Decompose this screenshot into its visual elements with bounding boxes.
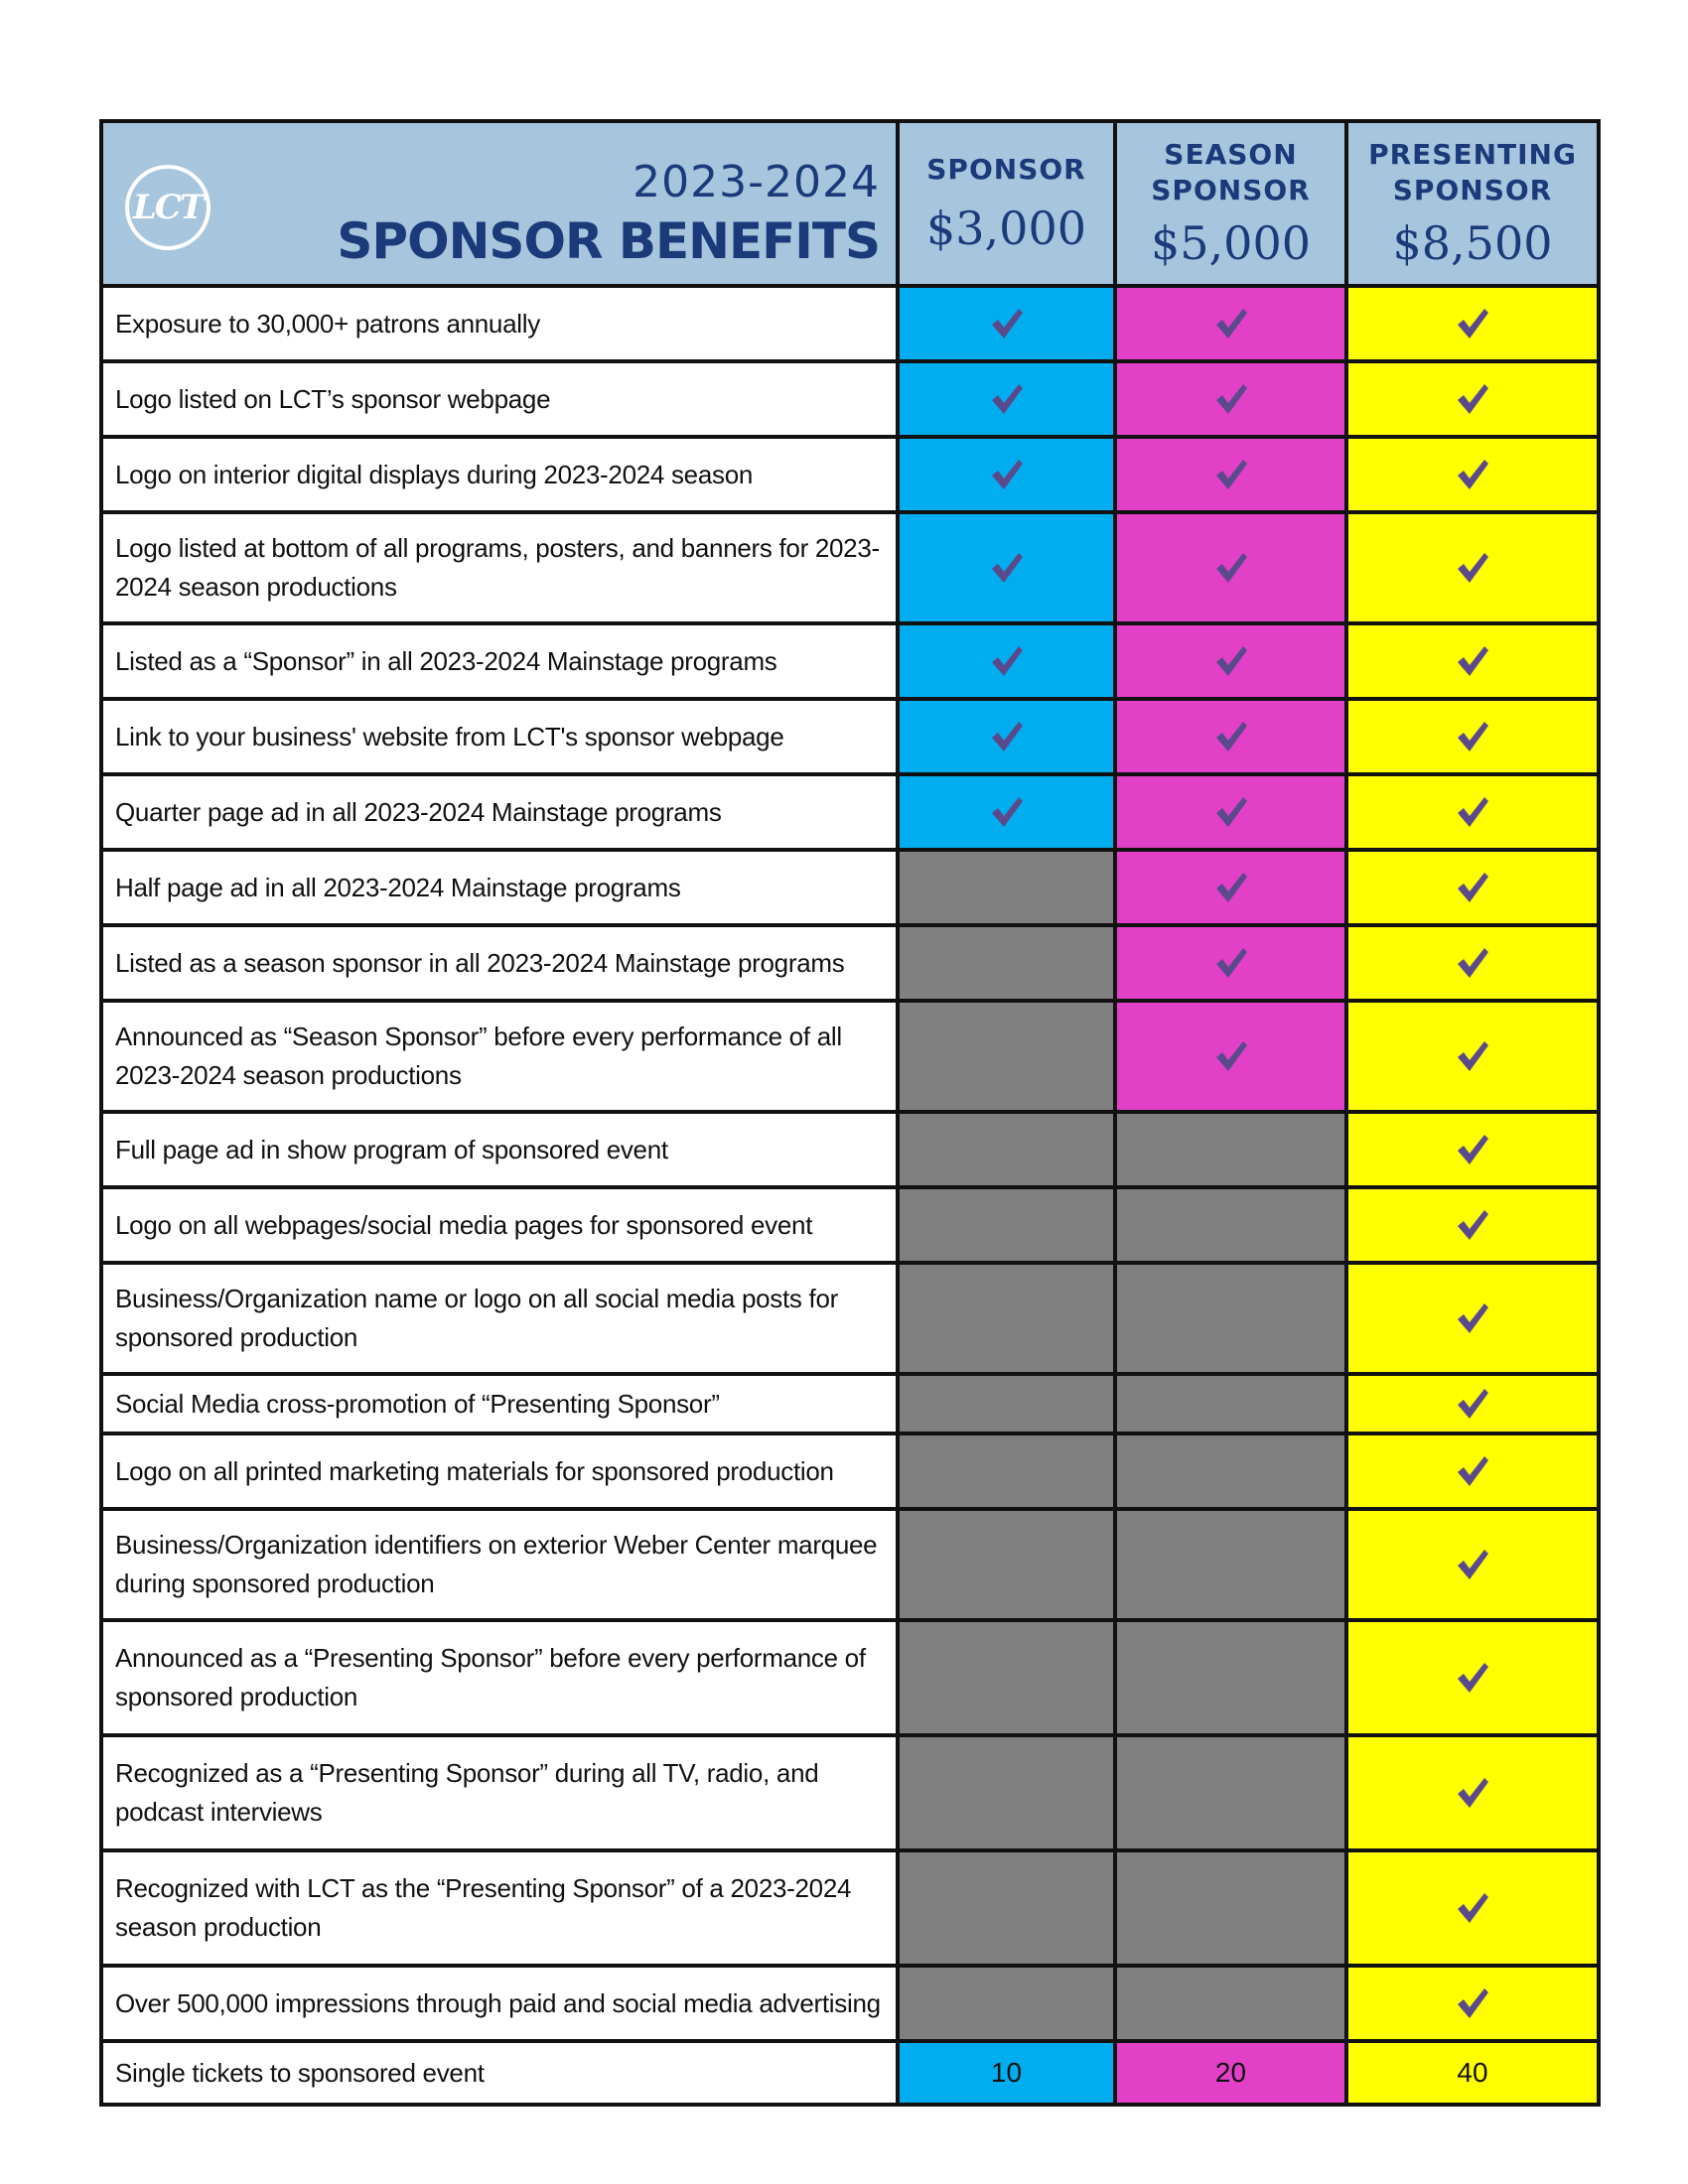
benefit-cell-season-sponsor-included — [1117, 701, 1344, 772]
tier-header-season-sponsor — [1117, 123, 1344, 284]
benefit-label-cell — [103, 927, 896, 999]
check-mark-icon — [1454, 306, 1491, 341]
benefit-cell-presenting-sponsor-included — [1348, 625, 1597, 697]
benefit-label: Link to your business' website from LCT's sponsor webpage — [115, 721, 784, 751]
check-mark-icon — [1212, 457, 1250, 492]
benefit-cell-sponsor-not-included — [900, 852, 1113, 923]
check-mark-icon — [988, 550, 1026, 586]
benefit-cell-sponsor-included — [900, 514, 1113, 621]
check-mark-icon — [988, 306, 1026, 341]
benefit-cell-sponsor-not-included — [900, 1737, 1113, 1848]
benefit-cell-season-sponsor-included — [1117, 363, 1344, 435]
benefit-cell-season-sponsor-not-included — [1117, 1511, 1344, 1618]
benefit-cell-presenting-sponsor-included — [1348, 1189, 1597, 1261]
benefit-label-cell — [103, 514, 896, 621]
header-year: 2023-2024 — [633, 157, 880, 207]
benefit-label: Quarter page ad in all 2023-2024 Mainstage programs — [115, 796, 722, 827]
benefit-label-cell — [103, 363, 896, 435]
benefit-cell-presenting-sponsor-included — [1348, 363, 1597, 435]
tickets-count: 20 — [1214, 2057, 1247, 2088]
benefit-label-cell — [103, 1622, 896, 1733]
check-mark-icon — [1212, 1038, 1250, 1074]
check-mark-icon — [988, 643, 1026, 679]
check-mark-icon — [1212, 794, 1250, 830]
benefit-cell-season-sponsor-included — [1117, 288, 1344, 359]
benefit-cell-sponsor-included — [900, 439, 1113, 510]
benefit-label-cell — [103, 439, 896, 510]
benefit-cell-presenting-sponsor-included — [1348, 439, 1597, 510]
sponsor-benefits-table — [99, 119, 1601, 2107]
benefit-cell-season-sponsor-included — [1117, 439, 1344, 510]
check-mark-icon — [1454, 1386, 1491, 1422]
benefit-cell-presenting-sponsor-included — [1348, 1622, 1597, 1733]
benefit-cell-sponsor-not-included — [900, 1435, 1113, 1507]
tier-name: SPONSOR — [926, 153, 1086, 186]
benefit-label: Logo on all printed marketing materials for sponsored production — [115, 1455, 834, 1486]
lct-logo: LCT — [125, 165, 211, 250]
benefit-label: Listed as a season sponsor in all 2023-2024 Mainstage programs — [115, 947, 845, 978]
benefit-cell-presenting-sponsor-included — [1348, 1968, 1597, 2039]
check-mark-icon — [1454, 550, 1491, 586]
check-mark-icon — [1454, 945, 1491, 981]
benefit-cell-presenting-sponsor-included — [1348, 927, 1597, 999]
benefit-label: Logo listed at bottom of all programs, posters, and banners for 2023-2024 season productions — [115, 533, 880, 602]
check-mark-icon — [1454, 1207, 1491, 1243]
benefit-label: Logo on all webpages/social media pages for sponsored event — [115, 1209, 813, 1240]
check-mark-icon — [1454, 1660, 1491, 1696]
benefit-label-cell — [103, 701, 896, 772]
tier-name: PRESENTING SPONSOR — [1368, 138, 1577, 206]
benefit-label-cell — [103, 1114, 896, 1185]
benefit-label: Announced as a “Presenting Sponsor” before every performance of sponsored production — [115, 1643, 866, 1711]
benefit-cell-sponsor-not-included — [900, 1003, 1113, 1110]
benefit-cell-season-sponsor-not-included — [1117, 1265, 1344, 1372]
header-title: SPONSOR BENEFITS — [337, 212, 880, 270]
benefit-cell-presenting-sponsor-included — [1348, 1003, 1597, 1110]
benefit-cell-season-sponsor-included — [1117, 1003, 1344, 1110]
tier-price: $8,500 — [1392, 216, 1553, 270]
check-mark-icon — [1212, 550, 1250, 586]
benefit-label: Social Media cross-promotion of “Presenting Sponsor” — [115, 1388, 720, 1419]
check-mark-icon — [1454, 1300, 1491, 1336]
benefit-cell-sponsor-not-included — [900, 1511, 1113, 1618]
benefit-cell-presenting-sponsor-included — [1348, 1376, 1597, 1432]
benefit-label-cell — [103, 1737, 896, 1848]
benefit-cell-season-sponsor-included — [1117, 776, 1344, 848]
check-mark-icon — [988, 381, 1026, 417]
benefit-cell-presenting-sponsor-included — [1348, 701, 1597, 772]
benefit-label-cell — [103, 625, 896, 697]
benefit-cell-sponsor-not-included — [900, 1968, 1113, 2039]
benefit-cell-season-sponsor-not-included — [1117, 1737, 1344, 1848]
check-mark-icon — [1212, 719, 1250, 754]
benefit-cell-season-sponsor-included — [1117, 514, 1344, 621]
benefit-cell-sponsor-not-included — [900, 1622, 1113, 1733]
table-header-title-cell — [103, 123, 896, 284]
benefit-label-cell — [103, 1189, 896, 1261]
tickets-count: 40 — [1457, 2057, 1488, 2088]
tier-name: SEASON SPONSOR — [1151, 138, 1311, 206]
benefit-label-cell — [103, 776, 896, 848]
benefit-cell-sponsor-included — [900, 701, 1113, 772]
benefit-cell-season-sponsor-not-included — [1117, 1852, 1344, 1964]
check-mark-icon — [1212, 945, 1250, 981]
benefit-label: Full page ad in show program of sponsored event — [115, 1134, 668, 1164]
benefit-label: Exposure to 30,000+ patrons annually — [115, 308, 540, 339]
benefit-cell-sponsor-not-included — [900, 1376, 1113, 1432]
benefit-label: Logo listed on LCT’s sponsor webpage — [115, 383, 551, 414]
benefit-cell-season-sponsor-not-included — [1117, 1622, 1344, 1733]
benefit-label-cell — [103, 1003, 896, 1110]
check-mark-icon — [1212, 381, 1250, 417]
benefit-label-cell — [103, 288, 896, 359]
check-mark-icon — [1212, 870, 1250, 905]
tickets-count-sponsor — [900, 2043, 1113, 2103]
benefit-label: Listed as a “Sponsor” in all 2023-2024 Mainstage programs — [115, 645, 777, 676]
benefit-label-cell — [103, 1265, 896, 1372]
benefit-label-cell — [103, 1511, 896, 1618]
check-mark-icon — [1212, 306, 1250, 341]
benefit-cell-presenting-sponsor-included — [1348, 1114, 1597, 1185]
benefit-cell-sponsor-not-included — [900, 927, 1113, 999]
benefit-cell-presenting-sponsor-included — [1348, 1852, 1597, 1964]
benefit-cell-sponsor-included — [900, 776, 1113, 848]
benefit-label: Announced as “Season Sponsor” before every performance of all 2023-2024 season productions — [115, 1022, 842, 1090]
check-mark-icon — [1454, 794, 1491, 830]
tier-header-presenting-sponsor — [1348, 123, 1597, 284]
benefit-label: Business/Organization name or logo on all social media posts for sponsored production — [115, 1284, 838, 1352]
benefit-cell-sponsor-not-included — [900, 1265, 1113, 1372]
check-mark-icon — [1454, 1547, 1491, 1582]
check-mark-icon — [1454, 1775, 1491, 1811]
benefit-cell-presenting-sponsor-included — [1348, 1511, 1597, 1618]
benefit-cell-season-sponsor-not-included — [1117, 1189, 1344, 1261]
benefit-label-cell — [103, 1968, 896, 2039]
benefit-label-cell — [103, 1852, 896, 1964]
benefit-cell-presenting-sponsor-included — [1348, 1737, 1597, 1848]
check-mark-icon — [1454, 1038, 1491, 1074]
check-mark-icon — [988, 457, 1026, 492]
check-mark-icon — [988, 719, 1026, 754]
benefit-cell-season-sponsor-included — [1117, 625, 1344, 697]
tickets-count: 10 — [990, 2057, 1023, 2088]
check-mark-icon — [1454, 643, 1491, 679]
check-mark-icon — [1454, 1985, 1491, 2021]
check-mark-icon — [1454, 1890, 1491, 1926]
benefit-cell-sponsor-not-included — [900, 1189, 1113, 1261]
tier-header-sponsor — [900, 123, 1113, 284]
benefit-label: Business/Organization identifiers on exterior Weber Center marquee during sponsored production — [115, 1530, 878, 1598]
check-mark-icon — [1454, 1132, 1491, 1167]
benefit-cell-season-sponsor-included — [1117, 927, 1344, 999]
benefit-label: Half page ad in all 2023-2024 Mainstage programs — [115, 872, 681, 902]
benefit-cell-presenting-sponsor-included — [1348, 514, 1597, 621]
check-mark-icon — [1454, 719, 1491, 754]
tickets-label-cell — [103, 2043, 896, 2103]
benefit-label: Recognized as a “Presenting Sponsor” during all TV, radio, and podcast interviews — [115, 1758, 819, 1827]
benefit-cell-presenting-sponsor-included — [1348, 288, 1597, 359]
benefit-cell-sponsor-not-included — [900, 1114, 1113, 1185]
tickets-count-presenting-sponsor — [1348, 2043, 1597, 2103]
benefit-cell-season-sponsor-included — [1117, 852, 1344, 923]
benefit-cell-presenting-sponsor-included — [1348, 1435, 1597, 1507]
tickets-count-season-sponsor — [1117, 2043, 1344, 2103]
check-mark-icon — [1454, 381, 1491, 417]
benefit-label: Recognized with LCT as the “Presenting Sponsor” of a 2023-2024 season production — [115, 1873, 852, 1942]
tickets-label: Single tickets to sponsored event — [115, 2057, 485, 2088]
benefit-label: Over 500,000 impressions through paid and social media advertising — [115, 1987, 881, 2018]
benefit-cell-presenting-sponsor-included — [1348, 852, 1597, 923]
check-mark-icon — [988, 794, 1026, 830]
benefit-cell-presenting-sponsor-included — [1348, 1265, 1597, 1372]
check-mark-icon — [1454, 870, 1491, 905]
benefit-cell-sponsor-included — [900, 625, 1113, 697]
benefit-label-cell — [103, 852, 896, 923]
benefit-cell-season-sponsor-not-included — [1117, 1435, 1344, 1507]
benefit-cell-presenting-sponsor-included — [1348, 776, 1597, 848]
benefit-cell-season-sponsor-not-included — [1117, 1968, 1344, 2039]
benefit-label-cell — [103, 1435, 896, 1507]
benefit-label: Logo on interior digital displays during 2023-2024 season — [115, 459, 754, 489]
check-mark-icon — [1212, 643, 1250, 679]
benefit-cell-sponsor-not-included — [900, 1852, 1113, 1964]
tier-price: $5,000 — [1151, 216, 1311, 270]
check-mark-icon — [1454, 457, 1491, 492]
benefit-cell-season-sponsor-not-included — [1117, 1376, 1344, 1432]
tier-price: $3,000 — [926, 202, 1086, 255]
benefit-label-cell — [103, 1376, 896, 1432]
benefit-cell-sponsor-included — [900, 363, 1113, 435]
benefit-cell-season-sponsor-not-included — [1117, 1114, 1344, 1185]
benefit-cell-sponsor-included — [900, 288, 1113, 359]
check-mark-icon — [1454, 1453, 1491, 1489]
